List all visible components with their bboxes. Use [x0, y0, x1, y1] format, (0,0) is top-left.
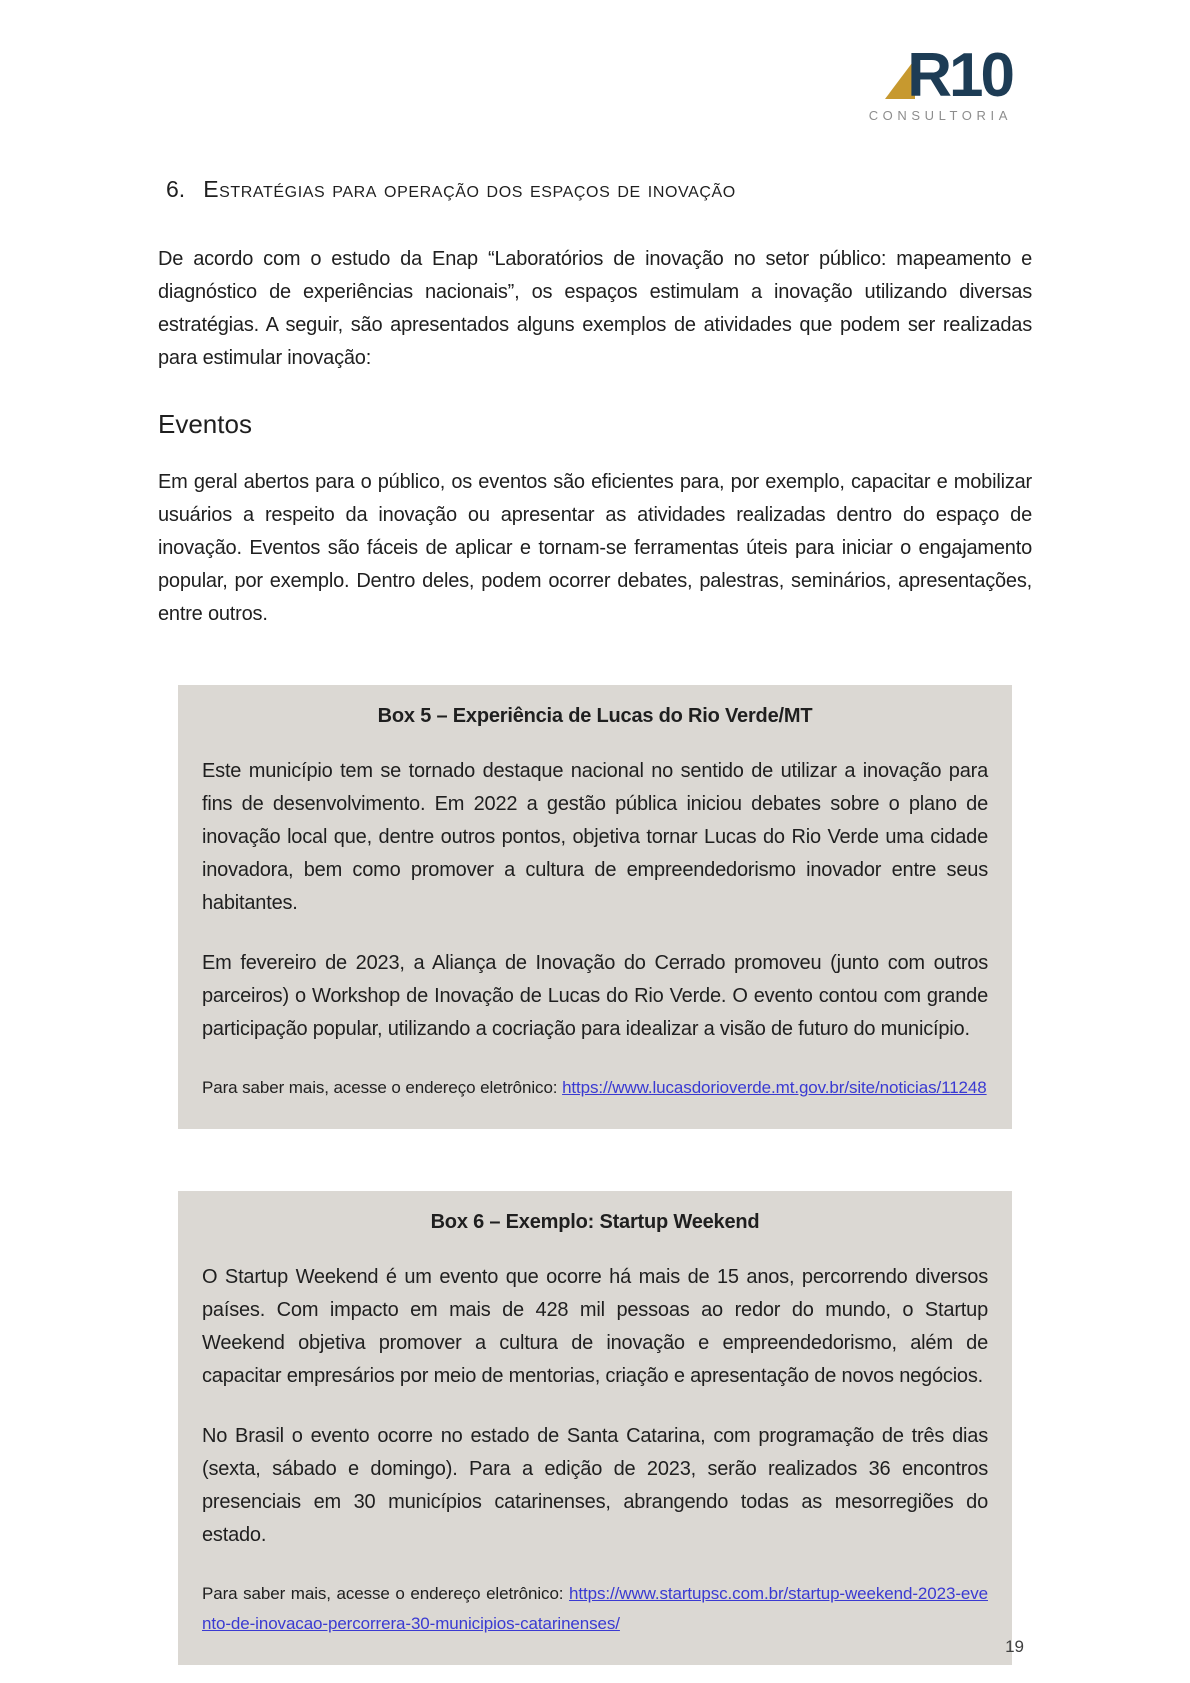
section-heading-number: 6.	[166, 176, 186, 202]
info-box-6-paragraph: O Startup Weekend é um evento que ocorre há mais de 15 anos, percorrendo diversos países. Com impacto em mais de 428 mil pessoas ao redor do mundo, o Startup Weekend objetiva promover a cultura de inovação e empreendedorismo, além de capacitar empresários por meio de mentorias, criação e apresentação de novos negócios.	[202, 1266, 988, 1387]
logo-mark	[869, 41, 1012, 110]
intro-paragraph: De acordo com o estudo da Enap “Laboratórios de inovação no setor público: mapeamento e diagnóstico de experiências nacionais”, os espaços estimulam a inovação utilizando diversas estratégias. A seguir, são apresentados alguns exemplos de atividades que podem ser realizadas para estimular inovação:	[158, 248, 1032, 369]
info-box-5-paragraph: Este município tem se tornado destaque nacional no sentido de utilizar a inovação para fins de desenvolvimento. Em 2022 a gestão pública iniciou debates sobre o plano de inovação local que, dentre outros pontos, objetiva tornar Lucas do Rio Verde uma cidade inovadora, bem como promover a cultura de empreendedorismo inovador entre seus habitantes.	[202, 760, 988, 914]
info-box-6-paragraph: No Brasil o evento ocorre no estado de Santa Catarina, com programação de três dias (sexta, sábado e domingo). Para a edição de 2023, serão realizados 36 encontros presenciais em 30 municípios catarinenses, abrangendo todas as mesorregiões do estado.	[202, 1425, 988, 1546]
info-box-6-more-line	[202, 1579, 988, 1639]
more-info-label: Para saber mais, acesse o endereço eletrônico:	[202, 1078, 558, 1097]
page-number: 19	[1005, 1637, 1024, 1656]
more-info-label: Para saber mais, acesse o endereço eletrônico:	[202, 1584, 564, 1603]
info-box-5-paragraph: Em fevereiro de 2023, a Aliança de Inovação do Cerrado promoveu (junto com outros parceiros) o Workshop de Inovação de Lucas do Rio Verde. O evento contou com grande participação popular, utilizando a cocriação para idealizar a visão de futuro do município.	[202, 952, 988, 1040]
info-box-5-title: Box 5 – Experiência de Lucas do Rio Verde/MT	[377, 705, 813, 727]
logo-subtitle: CONSULTORIA	[868, 107, 1012, 123]
lucas-do-rio-verde-link[interactable]: https://www.lucasdorioverde.mt.gov.br/site/noticias/11248	[562, 1078, 987, 1097]
startupsc-link[interactable]: https://www.startupsc.com.br/startup-weekend-2023-evento-de-inovacao-percorrera-30-municipios-catarinenses/	[202, 1584, 988, 1633]
section-heading	[166, 176, 1032, 203]
section-heading-title: Estratégias para operação dos espaços de inovação	[203, 176, 736, 202]
info-box-6-title: Box 6 – Exemplo: Startup Weekend	[430, 1211, 760, 1233]
info-box-5	[178, 685, 1012, 1129]
info-box-6	[178, 1191, 1012, 1665]
eventos-paragraph: Em geral abertos para o público, os eventos são eficientes para, por exemplo, capacitar e mobilizar usuários a respeito da inovação ou apresentar as atividades realizadas dentro do espaço de inovação. Eventos são fáceis de aplicar e tornam-se ferramentas úteis para iniciar o engajamento popular, por exemplo. Dentro deles, podem ocorrer debates, palestras, seminários, apresentações, entre outros.	[158, 471, 1032, 625]
subsection-title-eventos: Eventos	[158, 409, 252, 439]
info-box-5-more-line	[202, 1073, 988, 1103]
logo-brand-text: R10	[907, 41, 1012, 110]
company-logo	[868, 41, 1012, 123]
